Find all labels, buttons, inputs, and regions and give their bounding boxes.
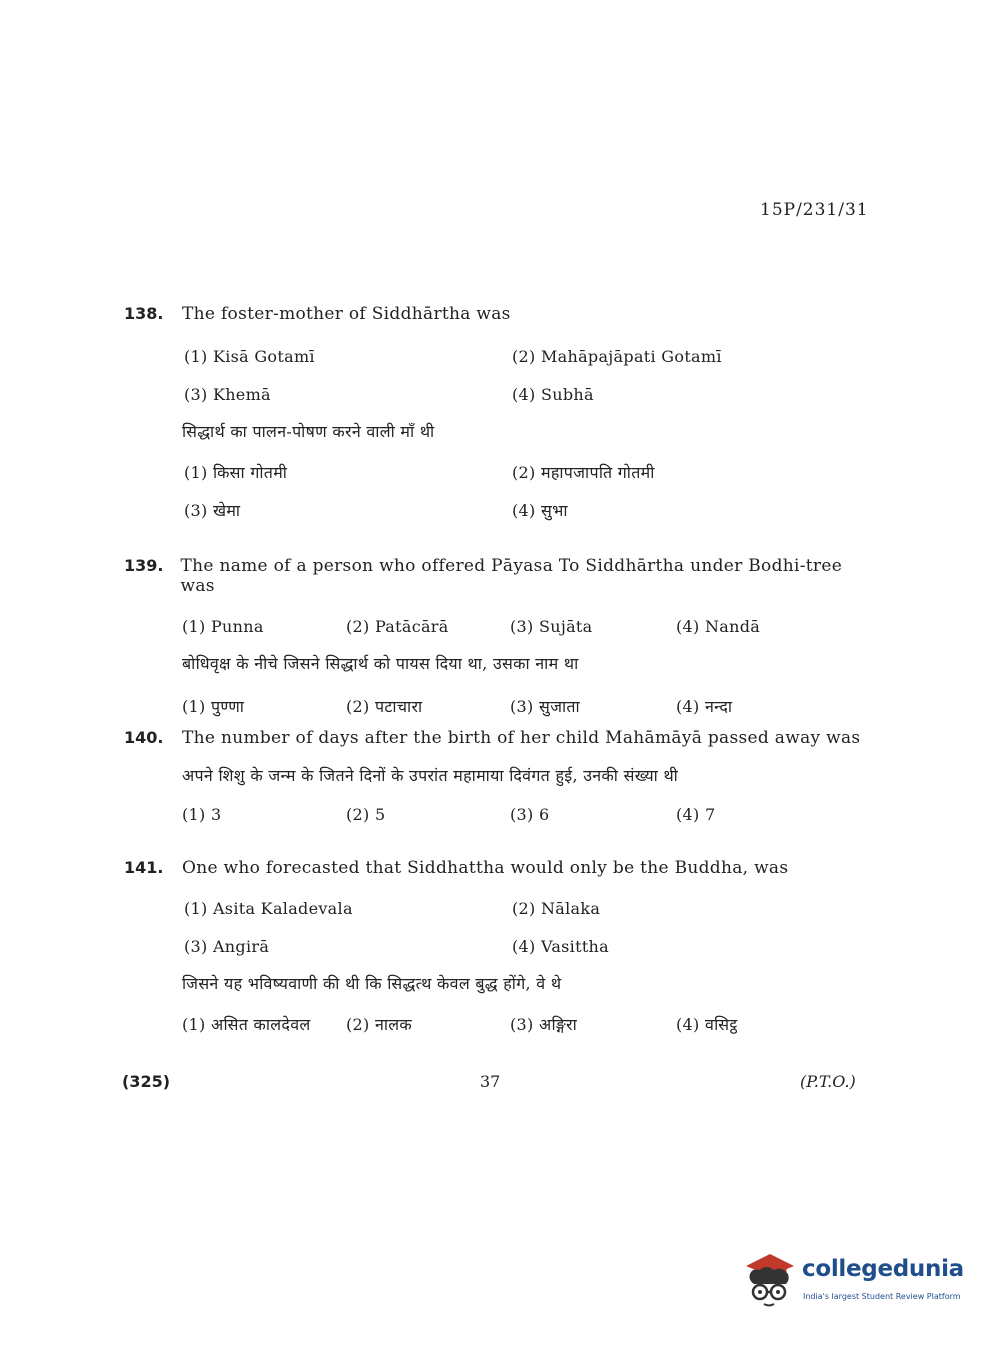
question-139: [124, 556, 864, 726]
question-text-en: The foster-mother of Siddhārtha was: [182, 304, 511, 324]
page-number: 37: [480, 1072, 501, 1091]
question-number: 138.: [124, 304, 164, 323]
question-text-en: The name of a person who offered Pāyasa To Siddhārtha under Bodhi-tree was: [180, 556, 843, 596]
question-number: 140.: [124, 728, 164, 747]
question-text-hi: जिसने यह भविष्यवाणी की थी कि सिद्धत्थ केवल बुद्ध होंगे, वे थे: [182, 974, 562, 993]
question-text-hi: बोधिवृक्ष के नीचे जिसने सिद्धार्थ को पायस दिया था, उसका नाम था: [182, 654, 579, 673]
question-number: 139.: [124, 556, 164, 575]
option-en-3: (3) Sujāta: [510, 617, 593, 636]
option-en-4: (4) Vasittha: [512, 937, 610, 956]
collegedunia-watermark: [740, 1250, 970, 1312]
option-hi-1: (1) पुण्णा: [182, 697, 245, 716]
option-3: (3) 6: [510, 805, 550, 824]
option-hi-4: (4) सुभा: [512, 501, 568, 520]
option-en-2: (2) Nālaka: [512, 899, 601, 918]
option-en-1: (1) Asita Kaladevala: [184, 899, 353, 918]
option-2: (2) 5: [346, 805, 386, 824]
question-number: 141.: [124, 858, 164, 877]
option-hi-2: (2) नालक: [346, 1015, 413, 1034]
option-en-1: (1) Kisā Gotamī: [184, 347, 315, 366]
option-hi-3: (3) अङ्गिरा: [510, 1015, 578, 1034]
option-hi-2: (2) पटाचारा: [346, 697, 423, 716]
mascot-icon: [740, 1250, 798, 1310]
footer-code: (325): [122, 1072, 171, 1091]
question-140: [124, 728, 864, 834]
option-en-2: (2) Mahāpajāpati Gotamī: [512, 347, 722, 366]
option-hi-3: (3) खेमा: [184, 501, 241, 520]
option-hi-1: (1) किसा गोतमी: [184, 463, 288, 482]
option-hi-4: (4) नन्दा: [676, 697, 733, 716]
question-138: [124, 304, 864, 530]
option-hi-2: (2) महापजापति गोतमी: [512, 463, 655, 482]
brand-tagline: India's largest Student Review Platform: [803, 1292, 961, 1301]
question-141: [124, 858, 864, 1044]
option-en-3: (3) Angirā: [184, 937, 270, 956]
question-text-en: One who forecasted that Siddhattha would only be the Buddha, was: [182, 858, 789, 878]
option-4: (4) 7: [676, 805, 716, 824]
option-en-4: (4) Nandā: [676, 617, 761, 636]
question-text-hi: सिद्धार्थ का पालन-पोषण करने वाली माँ थी: [182, 422, 435, 441]
brand-name: collegedunia: [802, 1256, 964, 1282]
option-1: (1) 3: [182, 805, 222, 824]
pto-label: (P.T.O.): [800, 1072, 856, 1091]
paper-code: 15P/231/31: [760, 200, 869, 220]
option-en-2: (2) Patācārā: [346, 617, 449, 636]
option-hi-1: (1) असित कालदेवल: [182, 1015, 311, 1034]
option-hi-3: (3) सुजाता: [510, 697, 580, 716]
question-text-en: The number of days after the birth of her child Mahāmāyā passed away was: [182, 728, 861, 748]
option-hi-4: (4) वसिट्ठ: [676, 1015, 738, 1034]
question-text-hi: अपने शिशु के जन्म के जितने दिनों के उपरांत महामाया दिवंगत हुई, उनकी संख्या थी: [182, 766, 679, 785]
option-en-1: (1) Punna: [182, 617, 264, 636]
option-en-4: (4) Subhā: [512, 385, 594, 404]
option-en-3: (3) Khemā: [184, 385, 271, 404]
